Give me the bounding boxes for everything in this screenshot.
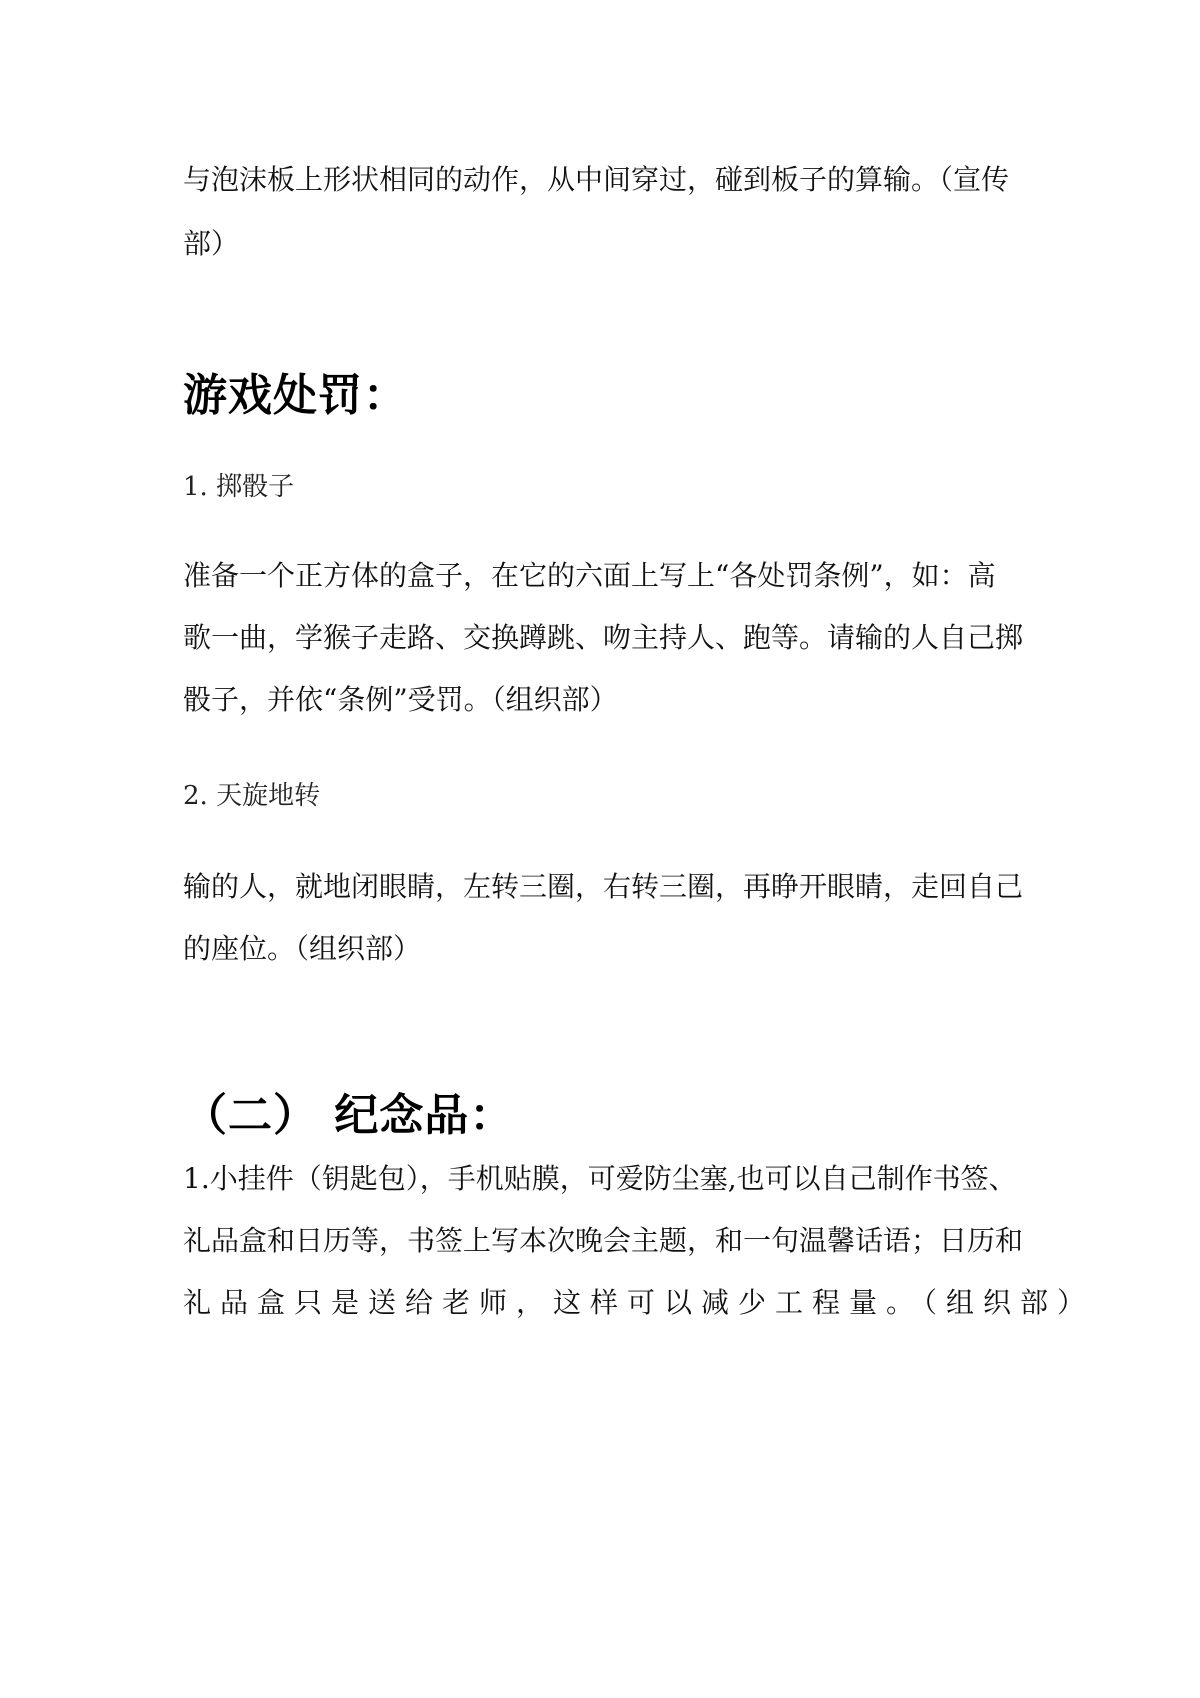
- souvenir-paragraph: [183, 1148, 1095, 1334]
- item-body-spin: [183, 856, 1028, 980]
- intro-paragraph: [183, 148, 1028, 276]
- section-heading-souvenir: （二） 纪念品：: [183, 1090, 515, 1141]
- paragraph-line: 输的人，就地闭眼睛，左转三圈，右转三圈，再睁开眼睛，走回自己: [183, 870, 1024, 903]
- paragraph-line: 1.小挂件（钥匙包），手机贴膜，可爱防尘塞,也可以自己制作书签、: [183, 1162, 1017, 1195]
- paragraph-line: 准备一个正方体的盒子，在它的六面上写上“各处罚条例”，如：高: [183, 559, 996, 592]
- item-title-spin: 2. 天旋地转: [183, 781, 321, 811]
- section-heading-penalty: 游戏处罚：: [183, 370, 408, 421]
- paragraph-line: 与泡沫板上形状相同的动作，从中间穿过，碰到板子的算输。（宣传: [183, 163, 1010, 196]
- paragraph-line: 歌一曲，学猴子走路、交换蹲跳、吻主持人、跑等。请输的人自己掷: [183, 621, 1024, 654]
- paragraph-line: 部）: [183, 227, 240, 260]
- item-body-dice: [183, 545, 1028, 731]
- paragraph-line: 骰子，并依“条例”受罚。（组织部）: [183, 683, 618, 716]
- item-title-dice: 1. 掷骰子: [183, 472, 295, 502]
- paragraph-line: 的座位。（组织部）: [183, 932, 422, 965]
- paragraph-line: 礼品盒只是送给老师，这样可以减少工程量。（组织部）: [183, 1286, 1095, 1319]
- paragraph-line: 礼品盒和日历等，书签上写本次晚会主题，和一句温馨话语；日历和: [183, 1224, 1024, 1257]
